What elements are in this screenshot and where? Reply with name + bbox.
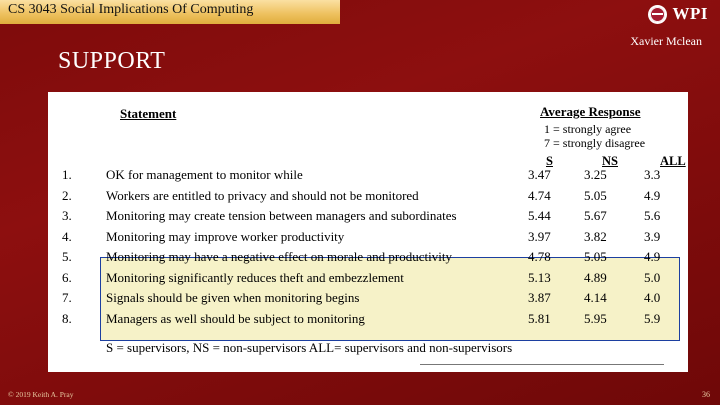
scale-note-line1: 1 = strongly agree	[544, 122, 632, 136]
row-value-all: 5.0	[644, 269, 661, 285]
survey-table	[48, 92, 688, 372]
row-value-s: 3.47	[528, 167, 551, 182]
table-row	[48, 166, 688, 187]
row-value-s: 5.13	[528, 269, 551, 285]
row-value-all: 4.9	[644, 249, 661, 264]
row-value-ns: 3.82	[584, 228, 607, 244]
wpi-logo-text: WPI	[672, 4, 708, 23]
row-value-ns: 4.14	[584, 290, 607, 305]
row-value-s: 4.74	[528, 187, 551, 203]
row-value-ns: 5.05	[584, 187, 607, 203]
page-title: SUPPORT	[58, 48, 166, 74]
row-number: 8.	[62, 310, 72, 326]
slide-number: 36	[702, 390, 710, 399]
row-statement: Monitoring may create tension between managers and subordinates	[106, 208, 457, 223]
row-value-ns: 3.25	[584, 167, 607, 182]
row-value-all: 5.6	[644, 208, 661, 223]
author-name: Xavier Mclean	[630, 34, 702, 48]
row-statement: Workers are entitled to privacy and should not be monitored	[106, 187, 419, 203]
row-value-s: 4.78	[528, 249, 551, 264]
row-number: 2.	[62, 187, 72, 203]
row-statement: Monitoring significantly reduces theft and embezzlement	[106, 269, 404, 285]
table-row	[48, 269, 688, 290]
scale-note	[544, 122, 645, 150]
row-number: 3.	[62, 208, 72, 223]
row-number: 7.	[62, 290, 72, 305]
row-value-ns: 5.05	[584, 249, 607, 264]
row-number: 5.	[62, 249, 72, 264]
table-footnote: S = supervisors, NS = non-supervisors ALL= supervisors and non-supervisors	[106, 340, 513, 355]
table-row	[48, 228, 688, 249]
row-statement: Monitoring may have a negative effect on morale and productivity	[106, 249, 452, 264]
wpi-seal-icon	[648, 5, 667, 24]
row-value-s: 5.81	[528, 310, 551, 326]
table-row	[48, 289, 688, 310]
column-header-average-response: Average Response	[540, 104, 641, 119]
underline-stub	[420, 364, 664, 365]
scale-note-line2: 7 = strongly disagree	[544, 136, 646, 150]
copyright-notice: © 2019 Keith A. Pray	[8, 390, 74, 399]
row-number: 6.	[62, 269, 72, 285]
row-value-ns: 5.67	[584, 208, 607, 223]
row-value-s: 3.97	[528, 228, 551, 244]
table-row	[48, 187, 688, 208]
row-statement: Signals should be given when monitoring begins	[106, 290, 360, 305]
wpi-logo	[648, 4, 709, 24]
table-row	[48, 310, 688, 331]
row-value-ns: 4.89	[584, 269, 607, 285]
row-number: 1.	[62, 167, 72, 182]
row-number: 4.	[62, 228, 72, 244]
column-header-statement: Statement	[120, 106, 177, 121]
table-row	[48, 248, 688, 269]
course-title: CS 3043 Social Implications Of Computing	[8, 2, 254, 17]
row-value-all: 3.3	[644, 167, 661, 182]
row-statement: Monitoring may improve worker productivity	[106, 228, 345, 244]
table-header-row	[62, 102, 686, 168]
row-value-all: 4.0	[644, 290, 661, 305]
column-header-all: ALL	[660, 154, 686, 168]
row-value-s: 5.44	[528, 208, 551, 223]
row-value-ns: 5.95	[584, 310, 607, 326]
column-header-s: S	[546, 154, 553, 168]
survey-table-image	[48, 92, 688, 372]
column-header-ns: NS	[602, 154, 618, 168]
table-body	[48, 166, 688, 330]
row-value-all: 5.9	[644, 310, 661, 326]
row-statement: OK for management to monitor while	[106, 167, 303, 182]
row-value-all: 4.9	[644, 187, 661, 203]
row-value-all: 3.9	[644, 228, 661, 244]
row-statement: Managers as well should be subject to monitoring	[106, 310, 365, 326]
row-value-s: 3.87	[528, 290, 551, 305]
table-row	[48, 207, 688, 228]
